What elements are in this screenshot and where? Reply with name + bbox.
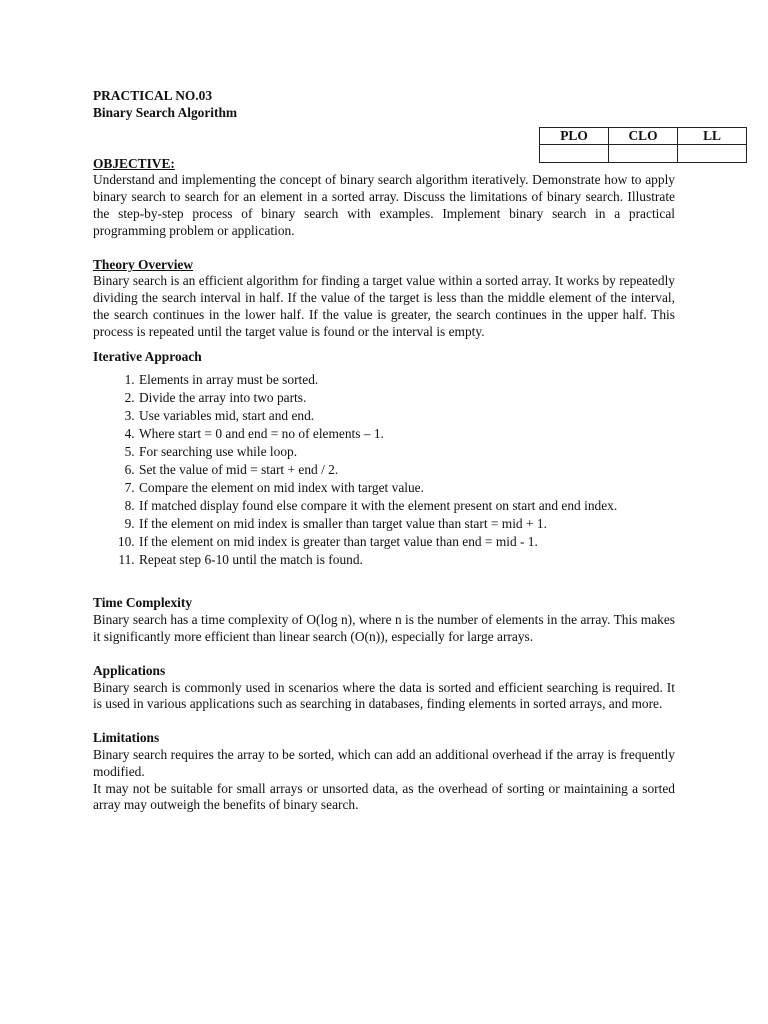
- list-item: 5. For searching use while loop.: [138, 443, 675, 461]
- practical-number: PRACTICAL NO.03: [93, 88, 213, 103]
- theory-heading: Theory Overview: [93, 256, 194, 272]
- objective-text: Understand and implementing the concept of binary search algorithm iteratively. Demonstrate how to apply binary search to search for an element in a sorted array. Discuss the limitations of binary search. Illustrate the step-by-step process of binary search with examples. Implement binary search in a practical programming problem or application.: [93, 172, 675, 238]
- applications-heading: Applications: [93, 662, 166, 678]
- list-item: 10. If the element on mid index is greater than target value than end = mid - 1.: [138, 533, 675, 551]
- steps-list: [93, 371, 675, 569]
- document-page: [93, 88, 675, 814]
- plo-header: PLO: [540, 128, 609, 145]
- ll-header: LL: [678, 128, 747, 145]
- time-complexity-heading: Time Complexity: [93, 595, 193, 611]
- list-item: 2. Divide the array into two parts.: [138, 389, 675, 407]
- list-item: 6. Set the value of mid = start + end / 2.: [138, 461, 675, 479]
- list-item: 9. If the element on mid index is smaller than target value than start = mid + 1.: [138, 515, 675, 533]
- list-item: 1. Elements in array must be sorted.: [138, 371, 675, 389]
- list-item: 3. Use variables mid, start and end.: [138, 407, 675, 425]
- objective-heading: OBJECTIVE:: [93, 155, 175, 171]
- limitations-heading: Limitations: [93, 730, 160, 746]
- ll-cell: [678, 145, 747, 163]
- list-item: 7. Compare the element on mid index with target value.: [138, 479, 675, 497]
- theory-text: Binary search is an efficient algorithm for finding a target value within a sorted array. It works by repeatedly dividing the search interval in half. If the value of the target is less than the middle element of the interval, the search continues in the lower half. If the value is greater, the search continues in the upper half. This process is repeated until the target value is found or the interval is empty.: [93, 273, 675, 339]
- iterative-heading: Iterative Approach: [93, 348, 202, 364]
- clo-header: CLO: [609, 128, 678, 145]
- applications-text: Binary search is commonly used in scenarios where the data is sorted and efficient searching is required. It is used in various applications such as searching in databases, finding elements in sorted arrays, and more.: [93, 679, 675, 712]
- list-item: 11. Repeat step 6-10 until the match is found.: [138, 551, 675, 569]
- time-complexity-text: Binary search has a time complexity of O(log n), where n is the number of elements in the array. This makes it significantly more efficient than linear search (O(n)), especially for large arrays.: [93, 612, 675, 644]
- list-item: 8. If matched display found else compare it with the element present on start and end index.: [138, 497, 675, 515]
- limitations-text-1: Binary search requires the array to be sorted, which can add an additional overhead if the array is frequently modified.: [93, 746, 675, 779]
- practical-title: Binary Search Algorithm: [93, 104, 238, 120]
- list-item: 4. Where start = 0 and end = no of elements – 1.: [138, 425, 675, 443]
- limitations-text-2: It may not be suitable for small arrays or unsorted data, as the overhead of sorting or maintaining a sorted array may outweigh the benefits of binary search.: [93, 780, 675, 813]
